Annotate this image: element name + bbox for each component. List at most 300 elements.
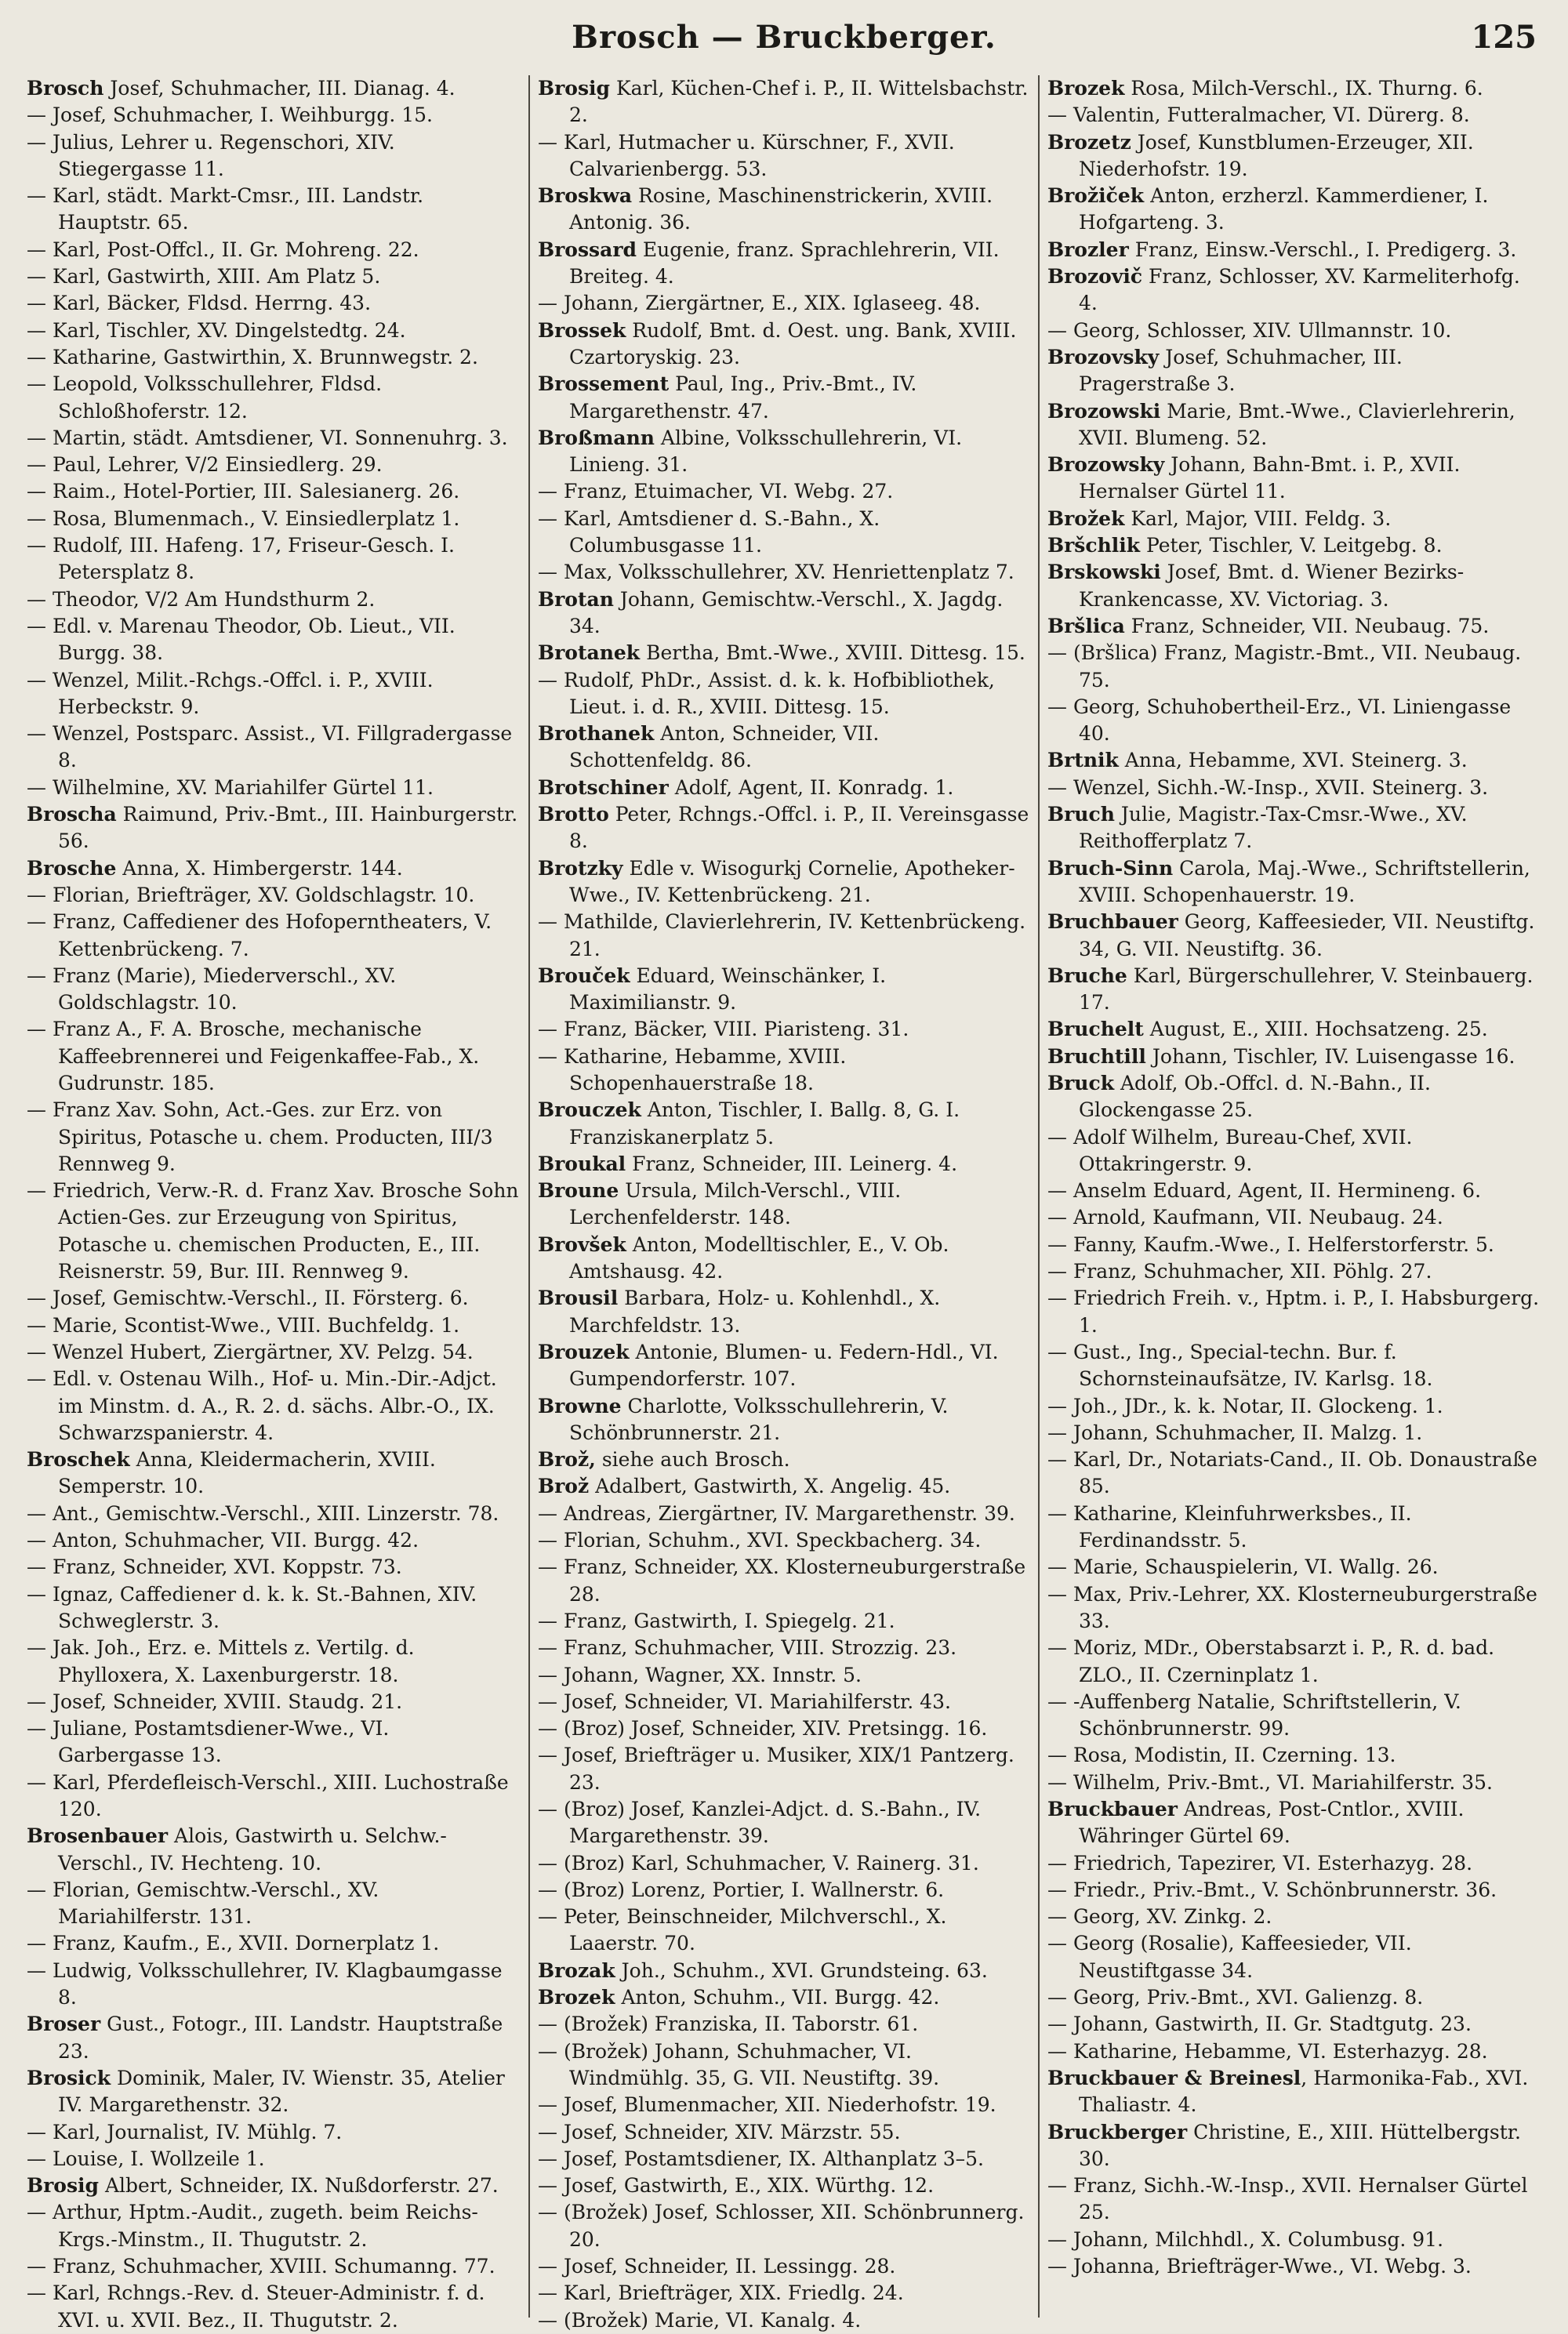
entry-details: Karl, Bürgerschullehrer, V. Steinbauerg. 17.: [1079, 964, 1534, 1015]
directory-entry: [1047, 747, 1540, 774]
entry-surname: Brozovsky: [1047, 345, 1160, 368]
entry-details: — Leopold, Volksschullehrer, Fldsd. Schloßhoferstr. 12.: [27, 372, 383, 423]
directory-entry: [27, 1554, 521, 1581]
entry-details: — Friedrich, Verw.-R. d. Franz Xav. Brosche Sohn Actien-Ges. zur Erzeugung von Spiritus, Potasche u. chemischen Producten, E., III. Reisnerstr. 59, Bur. III. Rennweg 9.: [27, 1179, 519, 1283]
directory-entry: [538, 1527, 1030, 1554]
entry-details: — Johann, Ziergärtner, E., XIX. Iglaseeg. 48.: [538, 292, 981, 315]
entry-details: Rosa, Milch-Verschl., IX. Thurng. 6.: [1124, 77, 1483, 100]
entry-details: — Friedrich, Tapezirer, VI. Esterhazyg. 28.: [1047, 1851, 1473, 1875]
entry-details: Paul, Ing., Priv.-Bmt., IV. Margarethenstr. 47.: [569, 372, 917, 423]
entry-details: — (Brožek) Marie, VI. Kanalg. 4.: [538, 2308, 862, 2332]
directory-entry: [27, 1285, 521, 1312]
directory-entry: [1047, 1178, 1540, 1204]
entry-surname: Bruchtill: [1047, 1044, 1146, 1068]
directory-entry: [538, 2280, 1030, 2307]
directory-entry: [27, 129, 521, 183]
directory-entry: [27, 963, 521, 1017]
directory-entry: [538, 1393, 1030, 1447]
directory-entry: [1047, 2011, 1540, 2038]
entry-details: — Josef, Schneider, XIV. Märzstr. 55.: [538, 2120, 901, 2143]
directory-entry: [1047, 1393, 1540, 1420]
entry-details: Andreas, Post-Cntlor., XVIII. Währinger Gürtel 69.: [1079, 1798, 1465, 1848]
entry-details: — Raim., Hotel-Portier, III. Salesianerg. 26.: [27, 480, 460, 503]
directory-entry: [1047, 613, 1540, 640]
directory-entry: [27, 102, 521, 129]
entry-details: — Franz, Schneider, XVI. Koppstr. 73.: [27, 1555, 402, 1579]
entry-details: — Julius, Lehrer u. Regenschori, XIV. Stiegergasse 11.: [27, 130, 395, 180]
entry-details: — Josef, Gemischtw.-Verschl., II. Försterg. 6.: [27, 1287, 469, 1310]
entry-details: — Katharine, Kleinfuhrwerksbes., II. Ferdinandsstr. 5.: [1047, 1501, 1412, 1552]
entry-details: — Wilhelmine, XV. Mariahilfer Gürtel 11.: [27, 775, 434, 799]
directory-entry: [1047, 129, 1540, 183]
entry-surname: Brosick: [27, 2066, 111, 2089]
entry-surname: Brozetz: [1047, 130, 1131, 154]
entry-details: — Mathilde, Clavierlehrerin, IV. Kettenbrückeng. 21.: [538, 910, 1026, 960]
entry-details: Charlotte, Volksschullehrerin, V. Schönbrunnerstr. 21.: [569, 1394, 949, 1444]
page-number: 125: [1471, 19, 1537, 56]
entry-surname: Brosch: [27, 77, 104, 100]
directory-entry: [27, 1178, 521, 1285]
directory-entry: [27, 237, 521, 263]
entry-details: — Karl, Dr., Notariats-Cand., II. Ob. Donaustraße 85.: [1047, 1448, 1537, 1498]
directory-entry: [538, 1097, 1030, 1151]
directory-entry: [1047, 1554, 1540, 1581]
directory-entry: [27, 318, 521, 344]
entry-details: — Friedrich Freih. v., Hptm. i. P., I. Habsburgerg. 1.: [1047, 1287, 1540, 1337]
directory-entry: [538, 667, 1030, 721]
directory-entry: [538, 855, 1030, 909]
entry-surname: Brotschiner: [538, 775, 669, 799]
directory-entry: [538, 2307, 1030, 2334]
entry-details: — Peter, Beinschneider, Milchverschl., X. Laaerstr. 70.: [538, 1905, 947, 1955]
entry-surname: Broßmann: [538, 426, 655, 449]
entry-details: — Adolf Wilhelm, Bureau-Chef, XVII. Ottakringerstr. 9.: [1047, 1125, 1413, 1175]
entry-details: Ursula, Milch-Verschl., VIII. Lerchenfelderstr. 148.: [569, 1179, 902, 1229]
entry-details: Anton, Schuhm., VII. Burgg. 42.: [615, 1986, 940, 2009]
directory-entry: [538, 801, 1030, 855]
directory-entry: [1047, 532, 1540, 559]
entry-surname: Broune: [538, 1179, 619, 1203]
directory-entry: [27, 1501, 521, 1527]
directory-entry: [27, 1689, 521, 1715]
entry-surname: Brožek: [1047, 506, 1125, 530]
directory-entry: [1047, 1420, 1540, 1446]
directory-entry: [27, 855, 521, 882]
entry-surname: Bruch: [1047, 803, 1115, 826]
entry-details: — Johann, Milchhdl., X. Columbusg. 91.: [1047, 2227, 1444, 2251]
directory-entry: [1047, 2038, 1540, 2065]
entry-surname: Brovšek: [538, 1232, 626, 1256]
entry-surname: Brouzek: [538, 1340, 630, 1363]
column-2: [528, 75, 1038, 2332]
directory-entry: [1047, 559, 1540, 613]
entry-details: — Karl, Hutmacher u. Kürschner, F., XVII. Calvarienbergg. 53.: [538, 130, 955, 180]
entry-details: — Johanna, Briefträger-Wwe., VI. Webg. 3.: [1047, 2255, 1472, 2278]
entry-details: — Louise, I. Wollzeile 1.: [27, 2147, 265, 2170]
directory-entry: [538, 1662, 1030, 1689]
entry-details: — Edl. v. Marenau Theodor, Ob. Lieut., VII. Burgg. 38.: [27, 614, 456, 665]
directory-entry: [1047, 75, 1540, 102]
entry-details: — -Auffenberg Natalie, Schriftstellerin, V. Schönbrunnerstr. 99.: [1047, 1690, 1461, 1741]
entry-details: — Edl. v. Ostenau Wilh., Hof- u. Min.-Dir.-Adjct. im Minstm. d. A., R. 2. d. sächs. Albr.-O., IX. Schwarzspanierstr. 4.: [27, 1367, 497, 1444]
entry-details: Karl, Küchen-Chef i. P., II. Wittelsbachstr. 2.: [569, 77, 1029, 127]
entry-details: Marie, Bmt.-Wwe., Clavierlehrerin, XVII. Blumeng. 52.: [1079, 399, 1515, 449]
entry-details: — Joh., JDr., k. k. Notar, II. Glockeng. 1.: [1047, 1394, 1443, 1417]
entry-details: — Georg (Rosalie), Kaffeesieder, VII. Neustiftgasse 34.: [1047, 1932, 1412, 1982]
entry-surname: Brožiček: [1047, 184, 1145, 208]
directory-entry: [1047, 2119, 1540, 2173]
entry-surname: Broskwa: [538, 184, 633, 208]
directory-entry: [27, 478, 521, 505]
directory-entry: [27, 425, 521, 452]
directory-entry: [538, 290, 1030, 317]
entry-surname: Brtnik: [1047, 749, 1119, 772]
directory-entry: [27, 1770, 521, 1824]
entry-details: Rosine, Maschinenstrickerin, XVIII. Antonig. 36.: [569, 184, 993, 234]
directory-entry: [27, 667, 521, 721]
entry-details: Joh., Schuhm., XVI. Grundsteing. 63.: [615, 1958, 988, 1982]
entry-details: — (Broz) Josef, Kanzlei-Adjct. d. S.-Bahn., IV. Margarethenstr. 39.: [538, 1798, 982, 1848]
entry-details: Georg, Kaffeesieder, VII. Neustiftg. 34, G. VII. Neustiftg. 36.: [1079, 910, 1535, 960]
entry-details: — Georg, Priv.-Bmt., XVI. Galienzg. 8.: [1047, 1986, 1424, 2009]
directory-entry: [1047, 1770, 1540, 1796]
directory-entry: [27, 1366, 521, 1446]
entry-details: — (Brožek) Franziska, II. Taborstr. 61.: [538, 2013, 919, 2036]
entry-details: Johann, Bahn-Bmt. i. P., XVII. Hernalser Gürtel 11.: [1079, 453, 1461, 503]
entry-details: Peter, Tischler, V. Leitgebg. 8.: [1140, 534, 1443, 557]
directory-entry: [27, 586, 521, 613]
directory-entry: [538, 721, 1030, 775]
directory-entry: [27, 1527, 521, 1554]
entry-surname: Brothanek: [538, 722, 655, 746]
entry-details: — Franz, Kaufm., E., XVII. Dornerplatz 1.: [27, 1932, 440, 1955]
directory-entry: [1047, 775, 1540, 801]
entry-surname: Brozler: [1047, 238, 1129, 261]
entry-surname: Brotzky: [538, 856, 623, 880]
entry-details: — Karl, Pferdefleisch-Verschl., XIII. Luchostraße 120.: [27, 1770, 509, 1820]
directory-entry: [538, 371, 1030, 425]
directory-entry: [538, 1151, 1030, 1178]
directory-entry: [538, 318, 1030, 372]
entry-details: — Florian, Schuhm., XVI. Speckbacherg. 34.: [538, 1529, 982, 1552]
directory-entry: [1047, 640, 1540, 694]
directory-entry: [1047, 102, 1540, 129]
entry-details: — Juliane, Postamtsdiener-Wwe., VI. Garbergasse 13.: [27, 1717, 390, 1767]
directory-entry: [538, 2119, 1030, 2146]
entry-details: Anna, Kleidermacherin, XVIII. Semperstr. 10.: [58, 1448, 436, 1498]
directory-entry: [1047, 1984, 1540, 2011]
directory-entry: [1047, 2065, 1540, 2119]
entry-details: — Josef, Schneider, II. Lessingg. 28.: [538, 2255, 896, 2278]
entry-details: Bertha, Bmt.-Wwe., XVIII. Dittesg. 15.: [640, 641, 1025, 665]
entry-details: — Anton, Schuhmacher, VII. Burgg. 42.: [27, 1529, 419, 1552]
entry-surname: Brousil: [538, 1287, 619, 1310]
entry-details: — Karl, Briefträger, XIX. Friedlg. 24.: [538, 2281, 904, 2305]
entry-details: — Paul, Lehrer, V/2 Einsiedlerg. 29.: [27, 453, 383, 477]
entry-details: — Wenzel Hubert, Ziergärtner, XV. Pelzg. 54.: [27, 1340, 474, 1363]
directory-entry: [1047, 1070, 1540, 1124]
entry-details: — Franz (Marie), Miederverschl., XV. Goldschlagstr. 10.: [27, 964, 397, 1015]
entry-surname: Brozek: [538, 1986, 615, 2009]
entry-surname: Brozowski: [1047, 399, 1161, 423]
entry-details: — Georg, XV. Zinkg. 2.: [1047, 1905, 1272, 1929]
directory-entry: [538, 775, 1030, 801]
directory-entry: [538, 1715, 1030, 1742]
directory-entry: [27, 1016, 521, 1097]
directory-entry: [538, 1689, 1030, 1715]
entry-details: — Karl, Amtsdiener d. S.-Bahn., X. Columbusgasse 11.: [538, 506, 880, 557]
directory-entry: [538, 1501, 1030, 1527]
entry-details: — Johann, Schuhmacher, II. Malzg. 1.: [1047, 1421, 1423, 1444]
directory-entry: [538, 1850, 1030, 1877]
entry-surname: Brossement: [538, 372, 670, 396]
entry-details: Alois, Gastwirth u. Selchw.-Verschl., IV. Hechteng. 10.: [58, 1824, 447, 1875]
directory-entry: [27, 1339, 521, 1366]
directory-entry: [538, 1742, 1030, 1796]
entry-details: — Valentin, Futteralmacher, VI. Dürerg. 8.: [1047, 103, 1470, 127]
entry-details: — Andreas, Ziergärtner, IV. Margarethenstr. 39.: [538, 1501, 1015, 1525]
entry-surname: Bršlica: [1047, 614, 1125, 637]
entry-details: — (Broz) Lorenz, Portier, I. Wallnerstr. 6.: [538, 1878, 945, 1901]
entry-details: August, E., XIII. Hochsatzeng. 25.: [1143, 1018, 1488, 1041]
entry-details: — Katharine, Gastwirthin, X. Brunnwegstr. 2.: [27, 345, 478, 368]
entry-details: — Franz A., F. A. Brosche, mechanische Kaffeebrennerei und Feigenkaffee-Fab., X. Gudrunstr. 185.: [27, 1018, 480, 1094]
directory-entry: [1047, 1877, 1540, 1904]
directory-entry: [538, 1285, 1030, 1339]
directory-entry: [538, 478, 1030, 505]
entry-surname: Broschek: [27, 1448, 130, 1472]
directory-entry: [538, 425, 1030, 479]
directory-entry: [538, 2253, 1030, 2280]
entry-details: Anton, Tischler, I. Ballg. 8, G. I. Franziskanerplatz 5.: [569, 1098, 960, 1149]
entry-details: — Fanny, Kaufm.-Wwe., I. Helferstorferstr. 5.: [1047, 1232, 1494, 1256]
directory-entry: [538, 1016, 1030, 1043]
directory-entry: [27, 613, 521, 667]
entry-details: Josef, Schuhmacher, III. Dianag. 4.: [103, 77, 456, 100]
entry-surname: Broscha: [27, 803, 117, 826]
entry-details: — Wenzel, Milit.-Rchgs.-Offcl. i. P., XVIII. Herbeckstr. 9.: [27, 668, 434, 718]
directory-entry: [1047, 1635, 1540, 1689]
directory-entry: [27, 801, 521, 855]
directory-entry: [1047, 1501, 1540, 1555]
directory-entry: [1047, 183, 1540, 237]
entry-details: Franz, Schneider, VII. Neubaug. 75.: [1124, 614, 1490, 637]
directory-entry: [538, 2038, 1030, 2093]
directory-entry: [1047, 1016, 1540, 1043]
entry-details: — Karl, städt. Markt-Cmsr., III. Landstr. Hauptstr. 65.: [27, 184, 424, 234]
entry-details: — Max, Volksschullehrer, XV. Henriettenplatz 7.: [538, 561, 1014, 584]
directory-entry: [538, 1044, 1030, 1098]
directory-entry: [538, 1635, 1030, 1661]
entry-surname: Brosig: [538, 77, 611, 100]
directory-entry: [1047, 1904, 1540, 1930]
entry-surname: Browne: [538, 1394, 622, 1417]
entry-details: Anton, Schneider, VII. Schottenfeldg. 86.: [569, 722, 880, 772]
directory-entry: [1047, 1044, 1540, 1070]
entry-details: — (Brožek) Josef, Schlosser, XII. Schönbrunnerg. 20.: [538, 2201, 1025, 2251]
entry-details: Barbara, Holz- u. Kohlenhdl., X. Marchfeldstr. 13.: [569, 1287, 941, 1337]
directory-entry: [538, 963, 1030, 1017]
directory-entry: [538, 1958, 1030, 1984]
directory-entry: [538, 2146, 1030, 2172]
directory-entry: [27, 2280, 521, 2334]
entry-details: — Rudolf, PhDr., Assist. d. k. k. Hofbibliothek, Lieut. i. d. R., XVIII. Dittesg. 15.: [538, 668, 995, 718]
directory-entry: [538, 586, 1030, 641]
entry-details: Anton, Modelltischler, E., V. Ob. Amtshausg. 42.: [569, 1232, 949, 1283]
entry-details: — Karl, Post-Offcl., II. Gr. Mohreng. 22.: [27, 238, 419, 261]
entry-details: — Franz, Bäcker, VIII. Piaristeng. 31.: [538, 1018, 909, 1041]
entry-details: Albert, Schneider, IX. Nußdorferstr. 27.: [99, 2174, 499, 2198]
entry-details: — Georg, Schlosser, XIV. Ullmannstr. 10.: [1047, 318, 1452, 342]
entry-details: Adolf, Agent, II. Konradg. 1.: [668, 775, 954, 799]
entry-details: — Ignaz, Caffediener d. k. k. St.-Bahnen, XIV. Schweglerstr. 3.: [27, 1582, 477, 1632]
entry-details: Julie, Magistr.-Tax-Cmsr.-Wwe., XV. Reithofferplatz 7.: [1079, 803, 1468, 853]
directory-entry: [27, 1446, 521, 1501]
entry-surname: Bruch-Sinn: [1047, 856, 1174, 880]
entry-surname: Brož,: [538, 1448, 596, 1472]
directory-entry: [1047, 318, 1540, 344]
entry-details: — Josef, Briefträger u. Musiker, XIX/1 Pantzerg. 23.: [538, 1744, 1014, 1794]
entry-details: — Franz, Gastwirth, I. Spiegelg. 21.: [538, 1609, 895, 1632]
directory-entry: [1047, 452, 1540, 506]
directory-entry: [538, 2199, 1030, 2253]
directory-entry: [1047, 2172, 1540, 2227]
entry-details: — Katharine, Hebamme, VI. Esterhazyg. 28.: [1047, 2039, 1488, 2063]
entry-surname: Bruckberger: [1047, 2120, 1188, 2143]
directory-entry: [1047, 2227, 1540, 2253]
entry-details: — Franz, Schuhmacher, VIII. Strozzig. 23.: [538, 1636, 957, 1660]
directory-entry: [1047, 1258, 1540, 1285]
entry-details: — Gust., Ing., Special-techn. Bur. f. Schornsteinaufsätze, IV. Karlsg. 18.: [1047, 1340, 1433, 1391]
directory-entry: [1047, 1285, 1540, 1339]
entry-details: — Ant., Gemischtw.-Verschl., XIII. Linzerstr. 78.: [27, 1501, 499, 1525]
entry-details: — Franz, Schneider, XX. Klosterneuburgerstraße 28.: [538, 1555, 1026, 1606]
entry-surname: Brozowsky: [1047, 453, 1165, 477]
directory-entry: [1047, 1930, 1540, 1984]
entry-details: Adolf, Ob.-Offcl. d. N.-Bahn., II. Glockengasse 25.: [1079, 1071, 1431, 1122]
directory-entry: [27, 2065, 521, 2119]
directory-entry: [27, 290, 521, 317]
entry-details: — Johann, Gastwirth, II. Gr. Stadtgutg. 23.: [1047, 2013, 1472, 2036]
directory-entry: [538, 129, 1030, 183]
page-title: Brosch — Bruckberger.: [572, 19, 996, 56]
directory-entry: [27, 1958, 521, 2012]
entry-details: — Karl, Gastwirth, XIII. Am Platz 5.: [27, 265, 381, 289]
entry-surname: Bruchelt: [1047, 1018, 1144, 1041]
entry-surname: Brozek: [1047, 77, 1125, 100]
directory-entry: [538, 237, 1030, 291]
entry-details: — Arnold, Kaufmann, VII. Neubaug. 24.: [1047, 1206, 1443, 1229]
entry-details: — Ludwig, Volksschullehrer, IV. Klagbaumgasse 8.: [27, 1958, 503, 2009]
directory-entry: [27, 1877, 521, 1931]
entry-details: Antonie, Blumen- u. Federn-Hdl., VI. Gumpendorferstr. 107.: [569, 1340, 999, 1391]
entry-details: Franz, Einsw.-Verschl., I. Predigerg. 3.: [1128, 238, 1517, 261]
entry-details: Raimund, Priv.-Bmt., III. Hainburgerstr. 56.: [58, 803, 518, 853]
entry-details: — (Brožek) Johann, Schuhmacher, VI. Windmühlg. 35, G. VII. Neustiftg. 39.: [538, 2039, 940, 2089]
entry-surname: Brož: [538, 1475, 590, 1498]
directory-entry: [1047, 1232, 1540, 1258]
directory-entry: [27, 2011, 521, 2065]
entry-details: — Moriz, MDr., Oberstabsarzt i. P., R. d. bad. ZLO., II. Czerninplatz 1.: [1047, 1636, 1495, 1686]
entry-surname: Brosenbauer: [27, 1824, 169, 1848]
column-1: [19, 75, 528, 2332]
entry-details: siehe auch Brosch.: [595, 1448, 790, 1472]
entry-details: — Karl, Rchngs.-Rev. d. Steuer-Administr. f. d. XVI. u. XVII. Bez., II. Thugutstr. 2.: [27, 2281, 485, 2332]
directory-entry: [538, 1554, 1030, 1608]
entry-details: — Franz, Etuimacher, VI. Webg. 27.: [538, 480, 894, 503]
entry-surname: Brozak: [538, 1958, 615, 1982]
entry-details: Eugenie, franz. Sprachlehrerin, VII. Breiteg. 4.: [569, 238, 1000, 289]
directory-entry: [538, 559, 1030, 586]
entry-details: Franz, Schneider, III. Leinerg. 4.: [626, 1152, 958, 1175]
directory-entry: [1047, 1689, 1540, 1743]
entry-details: Gust., Fotogr., III. Landstr. Hauptstraße 23.: [58, 2013, 503, 2063]
directory-entry: [538, 183, 1030, 237]
entry-details: — (Broz) Karl, Schuhmacher, V. Rainerg. 31.: [538, 1851, 979, 1875]
directory-entry: [538, 1904, 1030, 1958]
entry-surname: Bruck: [1047, 1071, 1115, 1094]
directory-entry: [27, 263, 521, 290]
entry-details: — (Broz) Josef, Schneider, XIV. Pretsingg. 16.: [538, 1717, 988, 1741]
directory-entry: [27, 1715, 521, 1770]
directory-entry: [27, 2172, 521, 2199]
entry-surname: Brossard: [538, 238, 637, 261]
directory-entry: [27, 1312, 521, 1339]
entry-details: , Harmonika-Fab., XVI. Thaliastr. 4.: [1079, 2066, 1529, 2117]
entry-details: — Anselm Eduard, Agent, II. Hermineng. 6.: [1047, 1179, 1482, 1203]
directory-entry: [27, 75, 521, 102]
directory-entry: [1047, 1124, 1540, 1178]
entry-details: — Marie, Scontist-Wwe., VIII. Buchfeldg. 1.: [27, 1313, 460, 1337]
entry-details: — Georg, Schuhobertheil-Erz., VI. Liniengasse 40.: [1047, 695, 1512, 746]
directory-entry: [538, 506, 1030, 560]
entry-details: — Josef, Gastwirth, E., XIX. Würthg. 12.: [538, 2174, 935, 2198]
entry-details: Josef, Bmt. d. Wiener Bezirks-Krankencasse, XV. Victoriag. 3.: [1079, 561, 1465, 611]
entry-details: — Marie, Schauspielerin, VI. Wallg. 26.: [1047, 1555, 1439, 1579]
directory-entry: [27, 452, 521, 478]
entry-details: — Karl, Tischler, XV. Dingelstedtg. 24.: [27, 318, 406, 342]
directory-entry: [538, 2172, 1030, 2199]
entry-details: Christine, E., XIII. Hüttelbergstr. 30.: [1079, 2120, 1521, 2170]
directory-entry: [27, 1823, 521, 1877]
entry-surname: Brouczek: [538, 1098, 641, 1122]
entry-details: — Jak. Joh., Erz. e. Mittels z. Vertilg. d. Phylloxera, X. Laxenburgerstr. 18.: [27, 1636, 415, 1686]
entry-details: — Josef, Schuhmacher, I. Weihburgg. 15.: [27, 103, 433, 127]
directory-entry: [27, 532, 521, 586]
directory-entry: [1047, 1204, 1540, 1231]
directory-entry: [1047, 909, 1540, 963]
directory-entry: [1047, 1742, 1540, 1769]
directory-entry: [27, 2199, 521, 2253]
entry-surname: Bruche: [1047, 964, 1127, 987]
entry-details: — Josef, Blumenmacher, XII. Niederhofstr. 19.: [538, 2093, 996, 2117]
entry-details: Rudolf, Bmt. d. Oest. ung. Bank, XVIII. Czartoryskig. 23.: [569, 318, 1017, 368]
entry-details: Franz, Schlosser, XV. Karmeliterhofg. 4.: [1079, 265, 1520, 315]
entry-details: Karl, Major, VIII. Feldg. 3.: [1124, 506, 1392, 530]
entry-details: — Franz, Caffediener des Hofoperntheaters, V. Kettenbrückeng. 7.: [27, 910, 492, 960]
entry-details: — Johann, Wagner, XX. Innstr. 5.: [538, 1663, 862, 1686]
entry-details: — Karl, Journalist, IV. Mühlg. 7.: [27, 2120, 343, 2143]
entry-surname: Bruckbauer: [1047, 1798, 1178, 1820]
directory-entry: [538, 1608, 1030, 1635]
entry-details: — Josef, Schneider, VI. Mariahilferstr. 43.: [538, 1690, 951, 1713]
directory-entry: [27, 882, 521, 909]
entry-details: Josef, Kunstblumen-Erzeuger, XII. Niederhofstr. 19.: [1079, 130, 1474, 180]
entry-details: — Wenzel, Sichh.-W.-Insp., XVII. Steinerg. 3.: [1047, 775, 1489, 799]
directory-entry: [538, 1232, 1030, 1286]
entry-details: Carola, Maj.-Wwe., Schriftstellerin, XVIII. Schopenhauerstr. 19.: [1079, 856, 1530, 906]
entry-surname: Brozovič: [1047, 265, 1143, 289]
